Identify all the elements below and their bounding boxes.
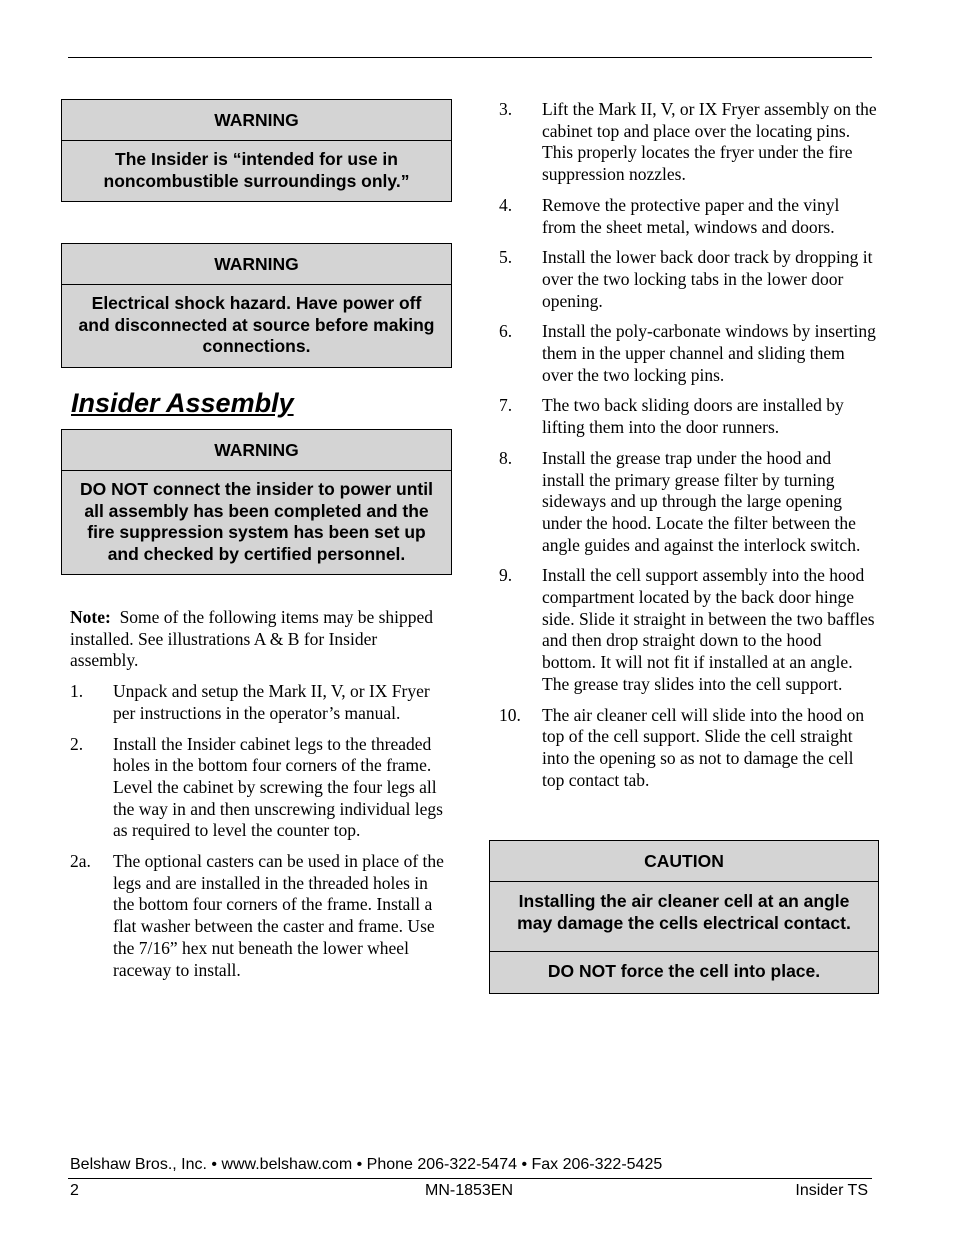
step-text: Install the Insider cabinet legs to the threaded holes in the bottom four corners of the frame. Level the cabinet by screwing the four legs all the way in and then unscrewing individual legs as required to level the counter top.: [113, 733, 443, 841]
step-item: [499, 565, 877, 695]
step-number: 3.: [499, 99, 513, 119]
warning-box-electrical: [61, 243, 452, 368]
product-name: Insider TS: [795, 1182, 868, 1199]
warning-box-surroundings: [61, 99, 452, 202]
step-item: [499, 321, 877, 386]
step-text: Remove the protective paper and the vinyl from the sheet metal, windows and doors.: [542, 194, 840, 237]
step-item: [499, 99, 877, 186]
step-item: [499, 705, 877, 792]
step-text: Install the grease trap under the hood and install the primary grease filter by turning sideways and up through the large opening under the hood. Locate the filter between the angle guides and against the interlock switch.: [542, 447, 861, 555]
step-item: [70, 681, 446, 724]
page-number: 2: [70, 1182, 79, 1199]
note-and-steps: [70, 607, 446, 981]
caution-title: CAUTION: [490, 841, 878, 882]
step-text: The two back sliding doors are installed by lifting them into the door runners.: [542, 395, 844, 438]
warning-title: WARNING: [62, 100, 451, 141]
step-text: Install the poly-carbonate windows by inserting them in the upper channel and sliding them over the two locking pins.: [542, 321, 876, 385]
warning-text: DO NOT connect the insider to power until all assembly has been completed and the fire suppression system has been set up and checked by certified personnel.: [80, 479, 433, 564]
header-rule: [68, 57, 872, 58]
step-item: [70, 851, 446, 981]
step-item: [499, 195, 877, 238]
step-text: Install the cell support assembly into the hood compartment located by the back door hinge side. Slide it straight in between the two baffles and then drop straight down to the hood bottom. It will not fit if installed at an angle. The grease tray slides into the cell support.: [542, 565, 875, 694]
step-number: 2.: [70, 733, 84, 754]
step-number: 7.: [499, 395, 513, 416]
step-text: The optional casters can be used in place of the legs and are installed in the threaded holes in the bottom four corners of the frame. Install a flat washer between the caster and frame. Use the 7/16” hex nut beneath the lower wheel raceway to install.: [113, 851, 444, 980]
step-number: 6.: [499, 321, 513, 342]
section-title: Insider Assembly: [71, 388, 294, 418]
caution-text-secondary: DO NOT force the cell into place.: [490, 951, 878, 993]
note-label: Note:: [70, 607, 111, 627]
step-item: [499, 448, 877, 557]
footer-contact: Belshaw Bros., Inc. • www.belshaw.com • Phone 206-322-5474 • Fax 206-322-5425: [70, 1156, 663, 1173]
step-number: 8.: [499, 447, 513, 468]
caution-text: Installing the air cleaner cell at an angle may damage the cells electrical contact.: [517, 891, 851, 933]
caution-box: [489, 840, 879, 994]
footer-rule: [68, 1178, 872, 1179]
step-item: [70, 734, 446, 843]
warning-title: WARNING: [62, 244, 451, 285]
step-text: Unpack and setup the Mark II, V, or IX Fryer per instructions in the operator’s manual.: [113, 681, 430, 723]
step-number: 9.: [499, 565, 513, 586]
warning-text: Electrical shock hazard. Have power off and disconnected at source before making connections.: [78, 293, 435, 356]
warning-title: WARNING: [62, 430, 451, 471]
step-item: [499, 395, 877, 438]
note-text: Some of the following items may be shipped installed. See illustrations A & B for Insider assembly.: [70, 607, 434, 671]
step-text: Install the lower back door track by dropping it over the two locking tabs in the lower door opening.: [542, 247, 873, 311]
note-paragraph: [70, 607, 446, 672]
step-number: 1.: [70, 681, 84, 702]
step-number: 2a.: [70, 851, 91, 872]
step-item: [499, 247, 877, 312]
step-text: Lift the Mark II, V, or IX Fryer assembly on the cabinet top and place over the locating pins. This properly locates the fryer under the fire suppression nozzles.: [542, 99, 877, 185]
step-number: 10.: [499, 704, 521, 725]
step-number: 4.: [499, 194, 513, 215]
warning-box-power: [61, 429, 452, 575]
step-text: The air cleaner cell will slide into the hood on top of the cell support. Slide the cell straight into the opening so as not to damage the cell top contact tab.: [542, 704, 865, 790]
steps-list-right: [499, 99, 877, 791]
step-number: 5.: [499, 247, 513, 268]
doc-number: MN-1853EN: [424, 1182, 514, 1199]
warning-text: The Insider is “intended for use in noncombustible surroundings only.”: [103, 149, 410, 191]
